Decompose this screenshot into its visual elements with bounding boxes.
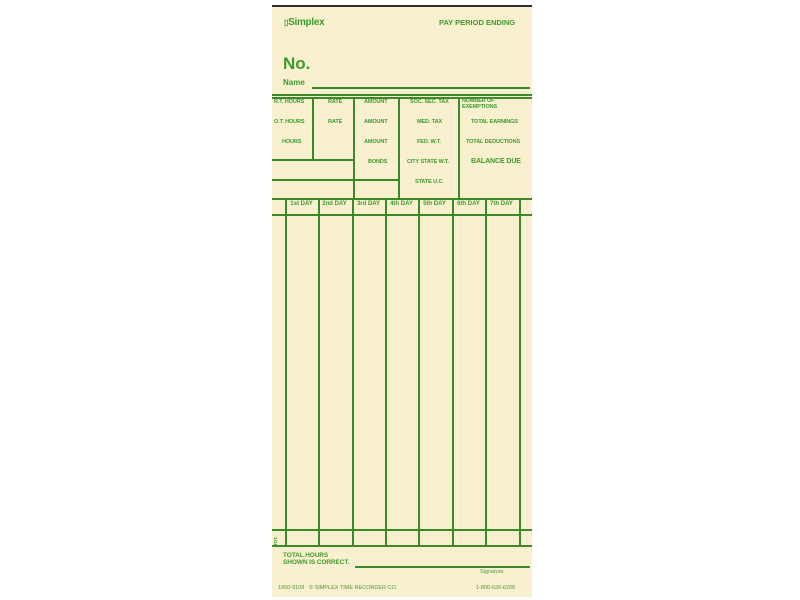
rt-amount-label: AMOUNT (364, 99, 388, 105)
fed-wt-label: FED. W.T. (417, 139, 441, 145)
divider (272, 179, 398, 181)
ot-amount-label: AMOUNT (364, 119, 388, 125)
bonds-label: BONDS (368, 159, 388, 165)
day-header-2: 2nd DAY (322, 201, 347, 207)
day-column-divider (485, 198, 487, 546)
exemptions-label-1: NUMBER OF (462, 98, 495, 104)
certify-line-2: SHOWN IS CORRECT. (283, 559, 350, 566)
day-header-4: 4th DAY (390, 201, 413, 207)
divider (272, 545, 532, 547)
divider (272, 159, 353, 161)
divider (272, 94, 532, 96)
simplex-logo: ▯Simplex (284, 17, 325, 28)
rt-rate-label: RATE (328, 99, 343, 105)
divider (458, 97, 460, 199)
exemptions-label-2: EXEMPTIONS (462, 104, 498, 110)
total-row-label: TOT. (273, 536, 278, 546)
phone-number: 1-800-626-6206 (476, 585, 516, 591)
day-header-3: 3rd DAY (356, 201, 381, 207)
certify-line-1: TOTAL HOURS (283, 552, 329, 559)
pay-period-ending-label: PAY PERIOD ENDING (439, 18, 516, 27)
divider (398, 97, 400, 199)
day-column-divider (318, 198, 320, 546)
hours-label: HOURS (282, 139, 302, 145)
signature-label: Signature (480, 569, 504, 575)
divider (272, 198, 532, 200)
name-line (312, 87, 530, 89)
name-label: Name (283, 78, 305, 87)
ot-hours-label: O.T. HOURS (274, 119, 305, 125)
total-earnings-label: TOTAL EARNINGS (471, 119, 518, 125)
state-uc-label: STATE U.C. (415, 179, 444, 185)
city-state-wt-label: CITY STATE W.T. (407, 159, 449, 165)
day-header-5: 5th DAY (423, 201, 446, 207)
signature-line (355, 566, 530, 568)
day-header-7: 7th DAY (490, 201, 513, 207)
day-column-divider (519, 198, 521, 546)
divider (353, 97, 355, 199)
hours-amount-label: AMOUNT (364, 139, 388, 145)
balance-due-label: BALANCE DUE (471, 158, 521, 165)
rt-hours-label: R.T. HOURS (274, 99, 305, 105)
divider (272, 529, 532, 531)
copyright-text: © SIMPLEX TIME RECORDER CO. (309, 585, 398, 591)
day-column-divider (352, 198, 354, 546)
day-column-divider (418, 198, 420, 546)
day-column-divider (452, 198, 454, 546)
day-column-divider (285, 198, 287, 546)
divider (312, 97, 314, 159)
divider (272, 214, 532, 216)
simplex-logo-icon: ▯ (284, 18, 289, 27)
time-card (272, 5, 532, 597)
total-deductions-label: TOTAL DEDUCTIONS (466, 139, 521, 145)
day-header-6: 6th DAY (457, 201, 480, 207)
med-tax-label: MED. TAX (417, 119, 443, 125)
soc-sec-tax-label: SOC. SEC. TAX (410, 99, 449, 105)
form-number: 1950-9108 (278, 585, 305, 591)
day-header-1: 1st DAY (290, 201, 313, 207)
ot-rate-label: RATE (328, 119, 343, 125)
card-number-label: No. (283, 54, 311, 73)
day-column-divider (385, 198, 387, 546)
